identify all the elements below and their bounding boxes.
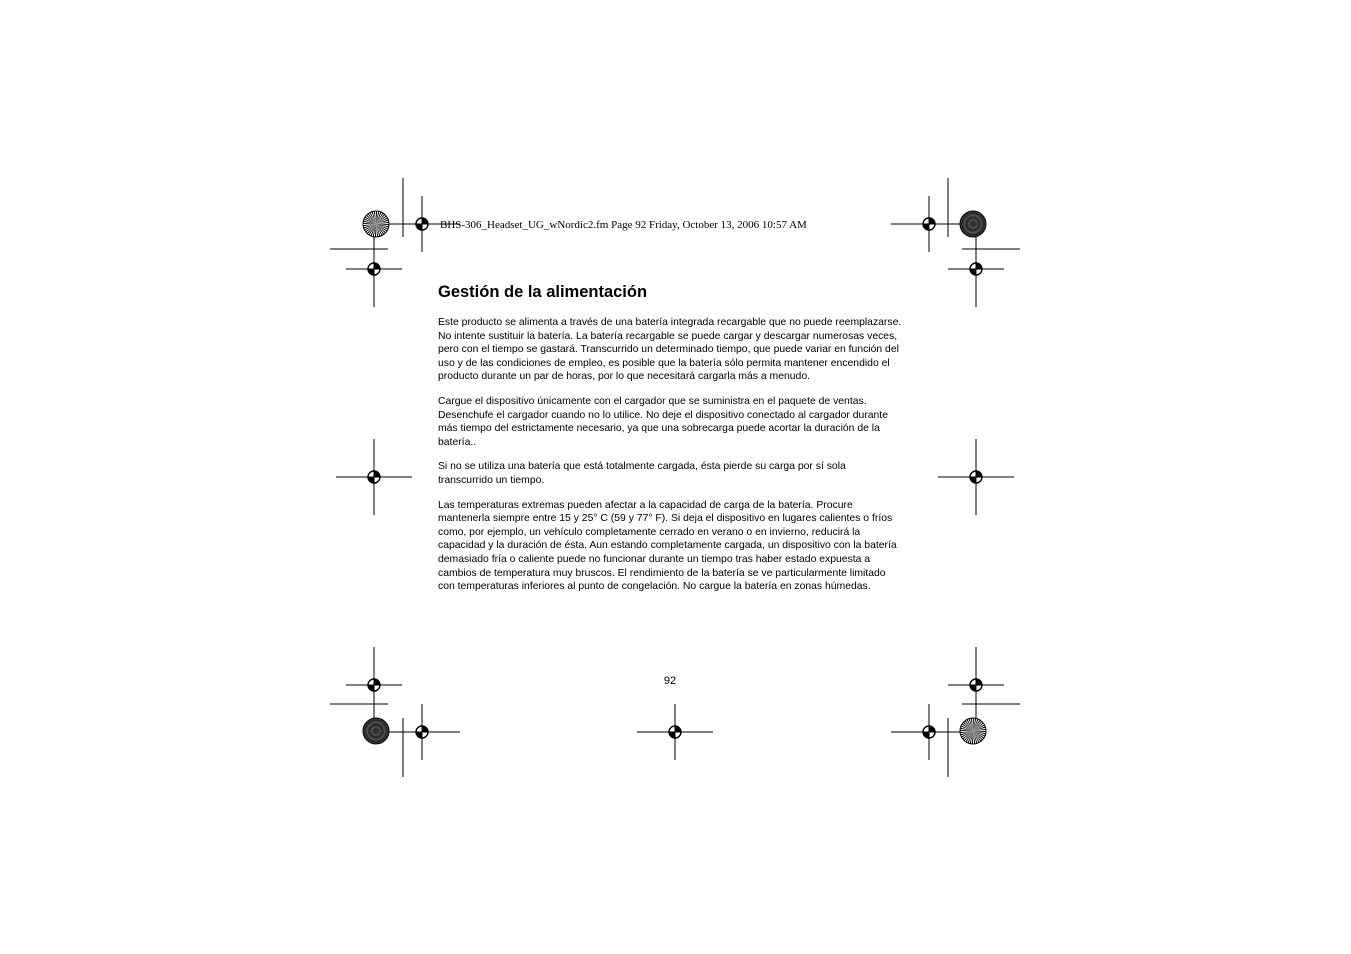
star-target-icon [960, 718, 986, 744]
star-targets [363, 211, 986, 744]
registration-mark-icon [891, 196, 967, 252]
registration-mark-icon [336, 439, 412, 515]
registration-mark-icon [637, 704, 713, 760]
paragraph-battery-intro: Este producto se alimenta a través de una batería integrada recargable que no puede reemplazarse. No intente sustituir la batería. La batería recargable se puede cargar y descargar numerosas veces, pero con el tiempo se gastará. Transcurrido un determinado tiempo, que puede variar en función del uso y de las condiciones de empleo, es posible que la batería sólo permita mantener encendido el producto durante un par de horas, por lo que necesitará cargarla más a menudo. [438, 317, 902, 383]
gray-target-icon [363, 718, 389, 744]
paragraph-temperatures: Las temperaturas extremas pueden afectar a la capacidad de carga de la batería. Procure mantenerla siempre entre 15 y 25° C (59 y 77° F). Si deja el dispositivo en lugares calientes o fríos como, por ejemplo, un vehículo completamente cerrado en verano o en invierno, reducirá la capacidad y la duración de ésta. Aun estando completamente cargada, un dispositivo con la batería demasiado fría o caliente puede no funcionar durante un tiempo tras haber estado expuesta a cambios de temperatura muy bruscos. El rendimiento de la batería se ve particularmente limitado con temperaturas inferiores al punto de congelación. No cargue la batería en zonas húmedas. [438, 499, 897, 593]
file-slug: BHS-306_Headset_UG_wNordic2.fm Page 92 Friday, October 13, 2006 10:57 AM [440, 219, 807, 231]
registration-mark-icon [948, 231, 1004, 307]
gray-target-icon [960, 211, 986, 237]
crop-lines [330, 178, 1020, 777]
paragraph-self-discharge: Si no se utiliza una batería que está totalmente cargada, ésta pierde su carga por sí sola transcurrido un tiempo. [438, 461, 846, 486]
registration-mark-icon [346, 231, 402, 307]
registration-mark-icon [891, 704, 967, 760]
registration-mark-icon [938, 439, 1014, 515]
section-title: Gestión de la alimentación [438, 283, 648, 301]
registration-mark-icon [346, 647, 402, 723]
registration-mark-icon [384, 196, 460, 252]
registration-mark-icon [384, 704, 460, 760]
registration-mark-icon [948, 647, 1004, 723]
page-number: 92 [663, 675, 677, 687]
paragraph-charger-usage: Cargue el dispositivo únicamente con el cargador que se suministra en el paquete de ventas. Desenchufe el cargador cuando no lo utilice. No deje el dispositivo conectado al cargador durante más tiempo del estrictamente necesario, ya que una sobrecarga puede acortar la duración de la batería.. [438, 395, 888, 448]
star-target-icon [363, 211, 389, 237]
registration-marks [336, 196, 1014, 760]
